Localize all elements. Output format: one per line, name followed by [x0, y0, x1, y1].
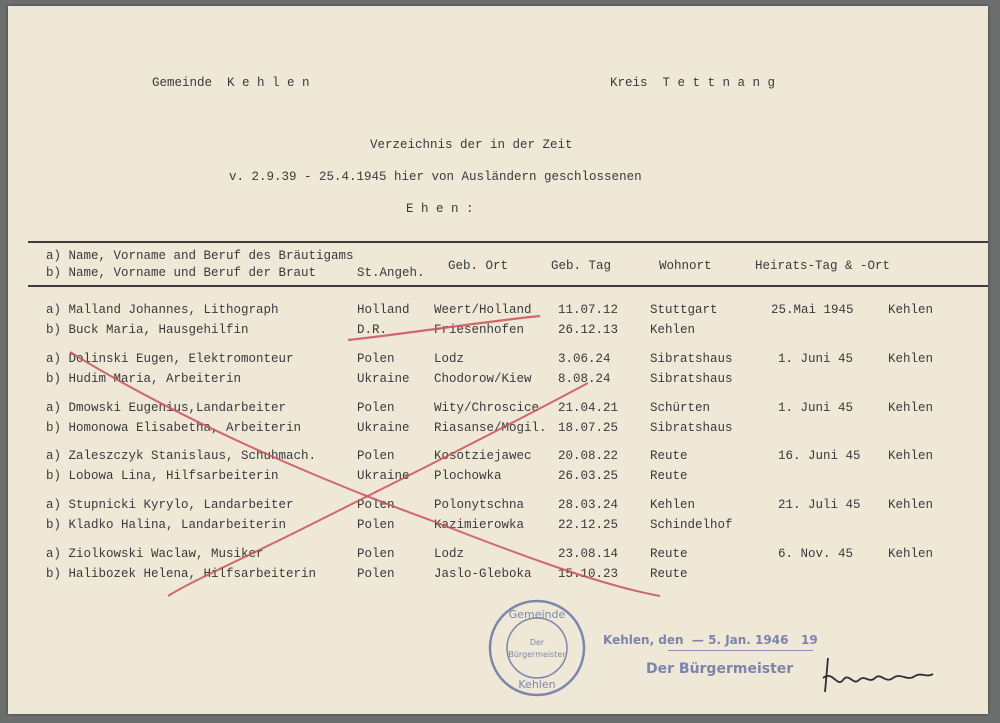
title-line-3: E h e n : [406, 202, 474, 216]
residence: Reute [650, 547, 688, 561]
nationality: Polen [357, 401, 395, 415]
birth-date: 28.03.24 [558, 498, 619, 512]
birth-date: 21.04.21 [558, 401, 619, 415]
residence: Reute [650, 449, 688, 463]
bride-name: b) Lobowa Lina, Hilfsarbeiterin [46, 469, 279, 483]
nationality: Polen [357, 498, 395, 512]
birth-date: 23.08.14 [558, 547, 619, 561]
footer-place-date: Kehlen, den — 5. Jan. 1946 19 [603, 633, 818, 647]
marriage-date: 1. Juni 45 [778, 352, 854, 366]
bride-name: b) Kladko Halina, Landarbeiterin [46, 518, 287, 532]
birth-date: 3.06.24 [558, 352, 611, 366]
groom-name: a) Zaleszczyk Stanislaus, Schuhmach. [46, 449, 317, 463]
birth-date: 26.12.13 [558, 323, 619, 337]
bride-name: b) Hudim Maria, Arbeiterin [46, 372, 242, 386]
col-wohnort: Wohnort [659, 259, 712, 273]
footer-date-underline [668, 650, 813, 651]
stamp-center-1: Der [529, 638, 545, 647]
nationality: Polen [357, 547, 395, 561]
residence: Schürten [650, 401, 711, 415]
col-name-bride: b) Name, Vorname und Beruf der Braut [46, 266, 317, 280]
title-line-2: v. 2.9.39 - 25.4.1945 hier von Ausländern geschlossenen [229, 170, 642, 184]
residence: Reute [650, 567, 688, 581]
birth-place: Friesenhofen [434, 323, 525, 337]
municipal-stamp [487, 598, 587, 698]
birth-date: 22.12.25 [558, 518, 619, 532]
residence: Sibratshaus [650, 421, 733, 435]
groom-name: a) Dolinski Eugen, Elektromonteur [46, 352, 294, 366]
birth-date: 15.10.23 [558, 567, 619, 581]
stamp-center-2: Bürgermeister [508, 650, 566, 659]
col-heirats: Heirats-Tag & -Ort [755, 259, 891, 273]
birth-place: Kosotziejawec [434, 449, 532, 463]
marriage-place: Kehlen [888, 401, 934, 415]
marriage-place: Kehlen [888, 303, 934, 317]
footer-office: Der Bürgermeister [646, 661, 794, 677]
groom-name: a) Ziolkowski Waclaw, Musiker [46, 547, 264, 561]
residence: Sibratshaus [650, 352, 733, 366]
bride-name: b) Homonowa Elisabetha, Arbeiterin [46, 421, 302, 435]
birth-place: Weert/Holland [434, 303, 532, 317]
header-rule-top [28, 241, 988, 243]
marriage-date: 6. Nov. 45 [778, 547, 854, 561]
signature [803, 650, 953, 700]
stamp-bottom-text: Kehlen [518, 678, 556, 691]
nationality: Ukraine [357, 421, 410, 435]
col-geb-ort: Geb. Ort [448, 259, 509, 273]
marriage-date: 21. Juli 45 [778, 498, 861, 512]
nationality: Ukraine [357, 469, 410, 483]
nationality: Polen [357, 567, 395, 581]
gemeinde-heading: Gemeinde K e h l e n [152, 76, 310, 90]
title-line-1: Verzeichnis der in der Zeit [370, 138, 573, 152]
marriage-place: Kehlen [888, 498, 934, 512]
residence: Kehlen [650, 323, 696, 337]
nationality: Ukraine [357, 372, 410, 386]
groom-name: a) Dmowski Eugenius,Landarbeiter [46, 401, 287, 415]
marriage-place: Kehlen [888, 352, 934, 366]
birth-place: Kazimierowka [434, 518, 525, 532]
birth-date: 26.03.25 [558, 469, 619, 483]
groom-name: a) Malland Johannes, Lithograph [46, 303, 279, 317]
marriage-date: 16. Juni 45 [778, 449, 861, 463]
birth-place: Wity/Chroscice [434, 401, 540, 415]
residence: Sibratshaus [650, 372, 733, 386]
birth-date: 18.07.25 [558, 421, 619, 435]
birth-date: 8.08.24 [558, 372, 611, 386]
birth-place: Jaslo-Gleboka [434, 567, 532, 581]
col-name-groom: a) Name, Vorname and Beruf des Bräutigams [46, 249, 354, 263]
header-rule-bottom [28, 285, 988, 287]
bride-name: b) Buck Maria, Hausgehilfin [46, 323, 249, 337]
residence: Schindelhof [650, 518, 733, 532]
nationality: Holland [357, 303, 410, 317]
kreis-heading: Kreis T e t t n a n g [610, 76, 776, 90]
birth-place: Chodorow/Kiew [434, 372, 532, 386]
nationality: Polen [357, 449, 395, 463]
marriage-place: Kehlen [888, 547, 934, 561]
nationality: Polen [357, 352, 395, 366]
residence: Stuttgart [650, 303, 718, 317]
birth-date: 11.07.12 [558, 303, 619, 317]
birth-place: Lodz [434, 547, 465, 561]
birth-place: Plochowka [434, 469, 502, 483]
birth-place: Polonytschna [434, 498, 525, 512]
nationality: D.R. [357, 323, 388, 337]
residence: Kehlen [650, 498, 696, 512]
bride-name: b) Halibozek Helena, Hilfsarbeiterin [46, 567, 317, 581]
stamp-top-text: Gemeinde [508, 608, 566, 621]
marriage-date: 1. Juni 45 [778, 401, 854, 415]
birth-date: 20.08.22 [558, 449, 619, 463]
marriage-place: Kehlen [888, 449, 934, 463]
nationality: Polen [357, 518, 395, 532]
groom-name: a) Stupnicki Kyrylo, Landarbeiter [46, 498, 294, 512]
birth-place: Lodz [434, 352, 465, 366]
col-geb-tag: Geb. Tag [551, 259, 612, 273]
marriage-date: 25.Mai 1945 [771, 303, 854, 317]
birth-place: Riasanse/Mogil. [434, 421, 547, 435]
residence: Reute [650, 469, 688, 483]
col-st-angeh: St.Angeh. [357, 266, 425, 280]
